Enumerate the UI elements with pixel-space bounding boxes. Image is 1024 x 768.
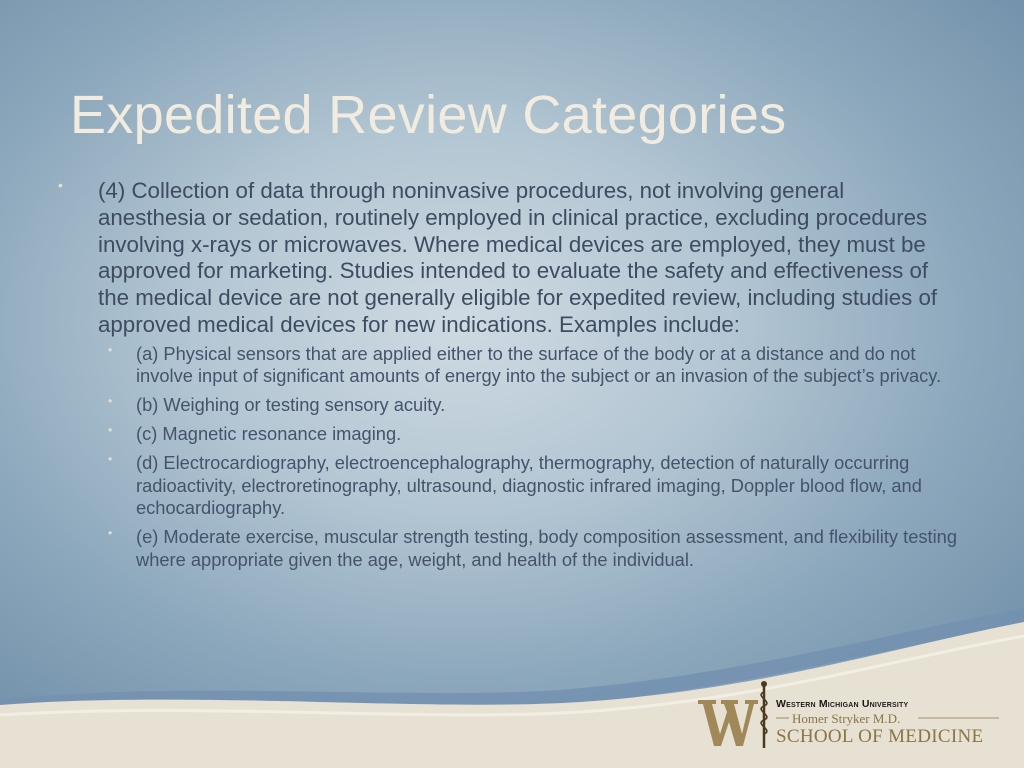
sub-bullet-item	[108, 343, 958, 388]
sub-bullet-item	[108, 394, 958, 417]
bullet-dot-icon: •	[108, 423, 113, 438]
sub-bullet-item	[108, 423, 958, 446]
sub-bullet-text: (b) Weighing or testing sensory acuity.	[136, 394, 446, 416]
slide-body	[58, 178, 958, 578]
slide-title: Expedited Review Categories	[70, 85, 787, 145]
bullet-dot-icon: •	[108, 394, 113, 409]
bullet-dot-icon: •	[108, 452, 113, 467]
bullet-dot-icon: •	[58, 177, 63, 193]
sub-bullet-text: (a) Physical sensors that are applied either to the surface of the body or at a distance and do not involve input of significant amounts of energy into the subject or an invasion of the subject’s privacy.	[136, 342, 942, 387]
sub-bullet-text: (c) Magnetic resonance imaging.	[136, 423, 402, 445]
bullet-dot-icon: •	[108, 342, 113, 357]
school-logo	[696, 678, 1006, 750]
sub-bullet-list	[58, 343, 958, 572]
bullet-dot-icon: •	[108, 526, 113, 541]
sub-bullet-text: (d) Electrocardiography, electroencephalography, thermography, detection of naturally occurring radioactivity, electroretinography, ultrasound, diagnostic infrared imaging, Doppler blood flow, and echocardiography.	[136, 452, 922, 519]
logo-homer-stryker: Homer Stryker M.D.	[792, 711, 901, 726]
main-bullet-text: (4) Collection of data through noninvasive procedures, not involving general anesthesia or sedation, routinely employed in clinical practice, excluding procedures involving x-rays or microwaves. Where medical devices are employed, they must be approved for marketing. Studies intended to evaluate the safety and effectiveness of the medical device are not generally eligible for expedited review, including studies of approved medical devices for new indications. Examples include:	[98, 178, 938, 337]
sub-bullet-item	[108, 526, 958, 571]
logo-university-name: Western Michigan University	[776, 698, 909, 710]
sub-bullet-text: (e) Moderate exercise, muscular strength testing, body composition assessment, and flexibility testing where appropriate given the age, weight, and health of the individual.	[136, 526, 958, 570]
sub-bullet-item	[108, 452, 958, 520]
logo-school-of-medicine: SCHOOL OF MEDICINE	[776, 726, 984, 747]
main-bullet-item	[58, 178, 958, 339]
